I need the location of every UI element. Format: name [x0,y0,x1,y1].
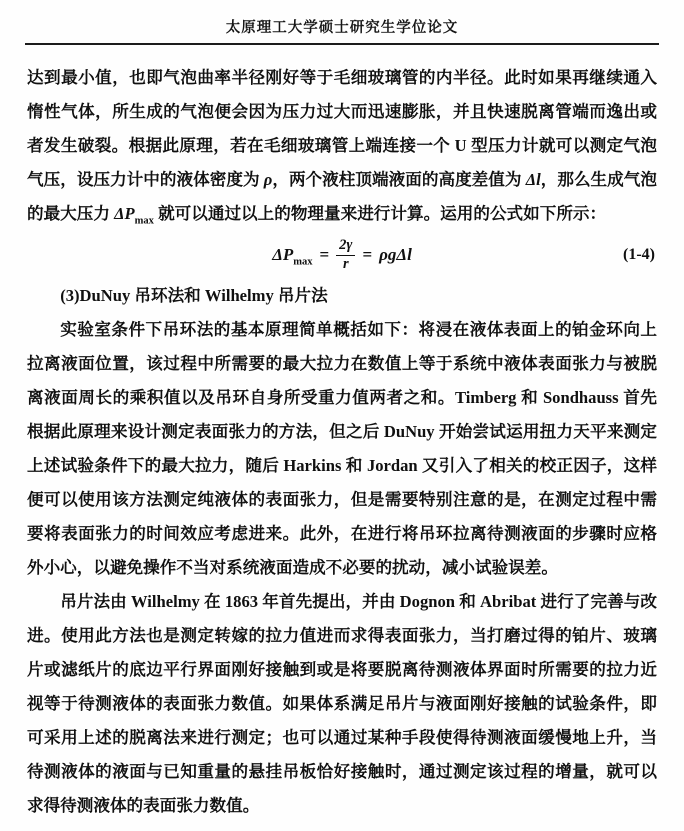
paragraphs-after-formula [27,279,657,823]
paragraph-bubble-pressure-method: 达到最小值，也即气泡曲率半径刚好等于毛细玻璃管的内半径。此时如果再继续通入惰性气体，所生成的气泡便会因为压力过大而迅速膨胀，并且快速脱离管端而逸出或者发生破裂。根据此原理，若在毛细玻璃管上端连接一个 U 型压力计就可以测定气泡气压，设压力计中的液体密度为 ρ，两个液柱顶端液面的高度差值为 Δl，那么生成气泡的最大压力 $\Delta P_{max}$ 就可以通过以上的物理量来进行计算。运用的公式如下所示： [27,68,657,227]
equation-expression [272,237,412,272]
fraction-denominator: r [342,256,349,272]
page-header [0,0,684,45]
equation-number: (1-4) [623,246,655,263]
equation-1-4 [27,231,657,279]
delta-p-symbol: ΔP [272,245,294,264]
equals-sign: = [319,245,330,264]
fraction [336,237,355,272]
paragraphs-before-formula [27,61,657,231]
running-head: 太原理工大学硕士研究生学位论文 [225,20,459,36]
max-subscript: max [293,256,313,268]
paragraph-ring-method: 实验室条件下吊环法的基本原理简单概括如下：将浸在液体表面上的铂金环向上拉离液面位置，该过程中所需要的最大拉力在数值上等于系统中液体表面张力与被脱离液面周长的乘积值以及吊环自身所受重力值两者之和。Timberg 和 Sondhauss 首先根据此原理来设计测定表面张力的方法，但之后 DuNuy 开始尝试运用扭力天平来测定上述试验条件下的最大拉力，随后 Harkins 和 Jordan 又引入了相关的校正因子，这样便可以使用该方法测定纯液体的表面张力，但是需要特别注意的是，在测定过程中需要将表面张力的时间效应考虑进来。此外，在进行将吊环拉离待测液面的步骤时应格外小心，以避免操作不当对系统液面造成不必要的扰动，减小试验误差。 [27,320,657,577]
equals-sign-2: = [362,245,373,264]
fraction-numerator: 2γ [336,237,355,256]
document-body [27,61,657,823]
heading-dunuy-wilhelmy: (3)DuNuy 吊环法和 Wilhelmy 吊片法 [60,286,328,305]
formula-lhs [272,245,313,268]
header-rule [25,43,659,45]
rho-g-delta-l: ρgΔl [379,245,412,264]
paragraph-plate-method: 吊片法由 Wilhelmy 在 1863 年首先提出，并由 Dognon 和 Abribat 进行了完善与改进。使用此方法也是测定转嫁的拉力值进而求得表面张力，当打磨过得的铂片、玻璃片或滤纸片的底边平行界面刚好接触到或是将要脱离待测液体界面时所需要的拉力近视等于待测液体的表面张力数值。如果体系满足吊片与液面刚好接触的试验条件，即可采用上述的脱离法来进行测定；也可以通过某种手段使得待测液面缓慢地上升，当待测液体的液面与已知重量的悬挂吊板恰好接触时，通过测定该过程的增量，就可以求得待测液体的表面张力数值。 [27,592,657,815]
